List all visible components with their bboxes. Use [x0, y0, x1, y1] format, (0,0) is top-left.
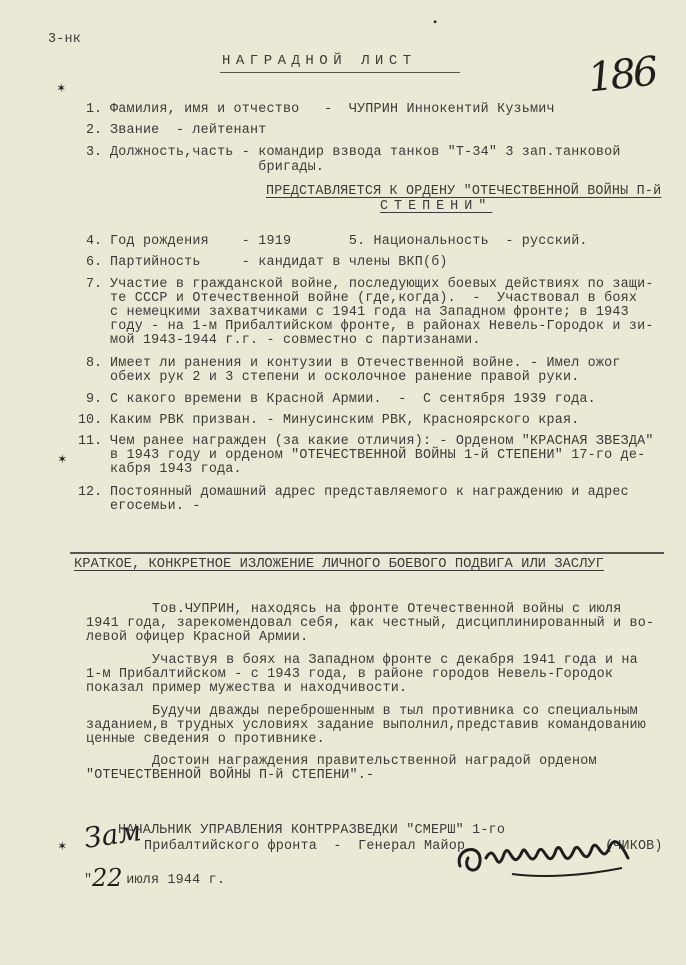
dot-mark: ▪ — [432, 18, 439, 29]
date-text: июля 1944 г. — [118, 873, 226, 888]
item-8-line-1: Имеет ли ранения и контузии в Отечественной войне. - Имел ожог — [110, 356, 621, 371]
item-6-number: 6. — [86, 255, 103, 270]
item-3-number: 3. — [86, 145, 103, 160]
item-6-text: Партийность - кандидат в члены ВКП(б) — [110, 255, 448, 270]
item-8-number: 8. — [86, 356, 103, 371]
item-3-line-1: Должность,часть - командир взвода танков "Т-34" 3 зап.танковой — [110, 145, 621, 160]
item-11-line-2: в 1943 году и орденом "ОТЕЧЕСТВЕННОЙ ВОЙНЫ 1-й СТЕПЕНИ" 17-го де- — [110, 448, 646, 463]
item-7-line-1: Участие в гражданской войне, последующих боевых действиях по защи- — [110, 277, 654, 292]
page-title: НАГРАДНОЙ ЛИСТ — [222, 53, 417, 69]
paragraph-1-line-1: Тов.ЧУПРИН, находясь на фронте Отечественной войны с июля — [152, 602, 622, 617]
item-1-text: Фамилия, имя и отчество - ЧУПРИН Иннокентий Кузьмич — [110, 102, 555, 117]
item-2-text: Звание - лейтенант — [110, 123, 267, 138]
signature-title-line-1: НАЧАЛЬНИК УПРАВЛЕНИЯ КОНТРРАЗВЕДКИ "СМЕРШ" 1-го — [118, 823, 506, 838]
item-12-line-2: егосемьи. - — [110, 499, 201, 514]
item-8-line-2: обеих рук 2 и 3 степени и осколочное ранение правой руки. — [110, 370, 580, 385]
title-underline — [220, 72, 460, 73]
item-12-line-1: Постоянный домашний адрес представляемого к награждению и адрес — [110, 485, 629, 500]
paragraph-3-line-2: заданием,в трудных условиях задание выполнил,представив командованию — [86, 718, 647, 733]
item-9-text: С какого времени в Красной Армии. - С сентября 1939 года. — [110, 392, 596, 407]
punch-mark-top: ✶ — [57, 81, 66, 97]
item-10-number: 10. — [78, 413, 103, 428]
item-9-number: 9. — [86, 392, 103, 407]
item-11-line-1: Чем ранее награжден (за какие отличия): - Орденом "КРАСНАЯ ЗВЕЗДА" — [110, 434, 654, 449]
signature-title-line-2: Прибалтийского фронта - Генерал Майор — [144, 839, 466, 854]
item-3-line-2: бригады. — [110, 160, 325, 175]
summary-heading: КРАТКОЕ, КОНКРЕТНОЕ ИЗЛОЖЕНИЕ ЛИЧНОГО БОЕВОГО ПОДВИГА ИЛИ ЗАСЛУГ — [74, 557, 604, 572]
paragraph-3-line-3: ценные сведения о противнике. — [86, 732, 325, 747]
paragraph-1-line-3: левой офицер Красной Армии. — [86, 630, 309, 645]
item-11-line-3: кабря 1943 года. — [110, 462, 242, 477]
date-open-quote: " — [84, 873, 93, 888]
punch-mark-bottom: ✶ — [58, 839, 67, 855]
handwritten-number: 186 — [585, 48, 658, 102]
paragraph-2-line-1: Участвуя в боях на Западном фронте с декабря 1941 года и на — [152, 653, 638, 668]
item-2-number: 2. — [86, 123, 103, 138]
item-7-number: 7. — [86, 277, 103, 292]
paragraph-1-line-2: 1941 года, зарекомендовал себя, как честный, дисциплинированный и во- — [86, 616, 655, 631]
handwritten-deputy-prefix: Зам — [81, 814, 144, 855]
handwritten-signature — [452, 828, 642, 888]
paragraph-3-line-1: Будучи дважды переброшенным в тыл противника со специальным — [152, 704, 638, 719]
punch-mark-middle: ✶ — [58, 452, 67, 468]
item-7-line-5: мой 1943-1944 г.г. - совместно с партизанами. — [110, 333, 481, 348]
paragraph-2-line-3: показал пример мужества и находчивости. — [86, 681, 408, 696]
item-11-number: 11. — [78, 434, 103, 449]
paragraph-4-line-1: Достоин награждения правительственной наградой орденом — [152, 754, 597, 769]
item-7-line-3: с немецкими захватчиками с 1941 года на Западном фронте; в 1943 — [110, 305, 629, 320]
paragraph-4-line-2: "ОТЕЧЕСТВЕННОЙ ВОЙНЫ П-й СТЕПЕНИ".- — [86, 768, 375, 783]
item-10-text: Каким РВК призван. - Минусинским РВК, Красноярского края. — [110, 413, 580, 428]
paragraph-2-line-2: 1-м Прибалтийском - с 1943 года, в районе городов Невель-Городок — [86, 667, 614, 682]
item-4-number: 4. — [86, 234, 103, 249]
section-divider — [70, 552, 664, 554]
presented-line-1: ПРЕДСТАВЛЯЕТСЯ К ОРДЕНУ "ОТЕЧЕСТВЕННОЙ ВОЙНЫ П-й — [266, 184, 662, 199]
item-12-number: 12. — [78, 485, 103, 500]
document-code: 3-нк — [48, 32, 81, 47]
item-1-number: 1. — [86, 102, 103, 117]
item-7-line-4: году - на 1-м Прибалтийском фронте, в районах Невель-Городок и зи- — [110, 319, 654, 334]
item-7-line-2: те СССР и Отечественной войне (где,когда). - Участвовал в боях — [110, 291, 638, 306]
date-day-handwritten: 22 — [92, 864, 123, 892]
presented-line-2: СТЕПЕНИ" — [380, 199, 493, 214]
signature-name: (ЧИКОВ) — [605, 839, 663, 854]
item-4-text: Год рождения - 1919 5. Национальность - русский. — [110, 234, 588, 249]
